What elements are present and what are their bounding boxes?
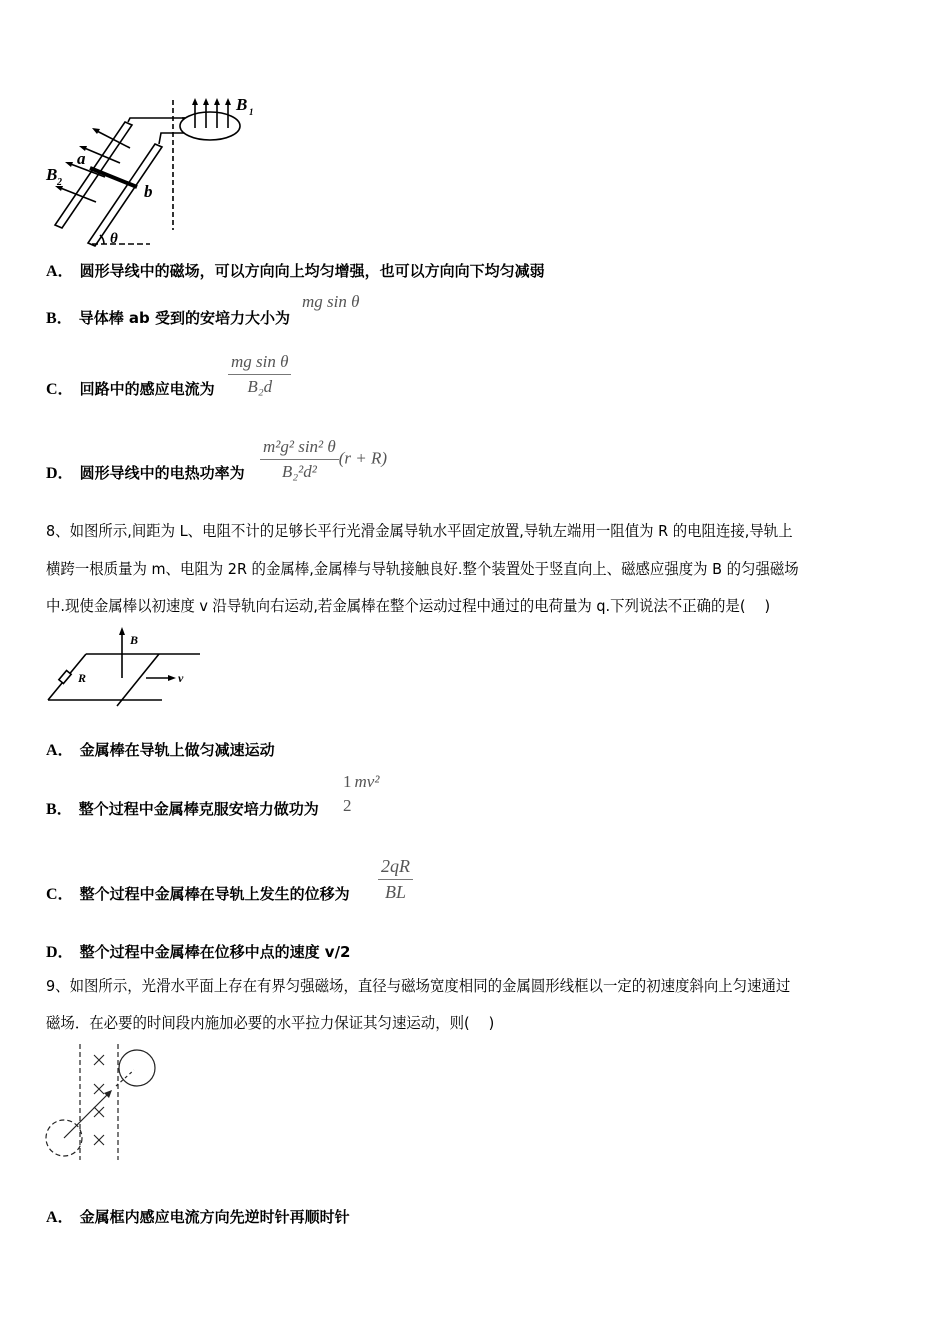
q8-option-a[interactable] xyxy=(46,740,275,761)
formula-tail: (r + R) xyxy=(338,448,388,468)
q9-figure-magnetic-field xyxy=(42,1042,162,1167)
option-text: 圆形导线中的磁场，可以方向向上均匀增强，也可以方向向下均匀减弱 xyxy=(79,262,545,280)
q7-option-d[interactable] xyxy=(46,463,245,484)
q8-stem-line-3: 中.现使金属棒以初速度 v 沿导轨向右运动,若金属棒在整个运动过程中通过的电荷量为 q.下列说法不正确的是( ) xyxy=(46,597,771,615)
option-text: 整个过程中金属棒克服安培力做功为 xyxy=(78,800,319,818)
option-letter: B． xyxy=(46,801,73,818)
label-b1: B xyxy=(236,95,248,114)
option-text: 金属棒在导轨上做匀减速运动 xyxy=(79,741,275,759)
q7-figure-inclined-rails xyxy=(40,90,280,250)
q7-b-formula: mg sin θ xyxy=(302,292,360,311)
denominator: BL xyxy=(384,882,406,902)
q8-option-d[interactable] xyxy=(46,942,350,963)
q8-b-formula xyxy=(340,772,379,816)
option-letter: D． xyxy=(46,465,74,482)
option-letter: A． xyxy=(46,742,74,759)
numerator: 1 xyxy=(343,772,352,791)
label-b2-sub: 2 xyxy=(57,177,62,188)
denominator: 2 xyxy=(343,796,352,815)
q7-d-formula xyxy=(260,437,387,482)
q8-option-b[interactable] xyxy=(46,799,319,820)
option-text: 导体棒 ab 受到的安培力大小为 xyxy=(78,309,290,327)
option-text: 整个过程中金属棒在位移中点的速度 v/2 xyxy=(79,943,351,961)
numerator: 2qR xyxy=(378,856,413,880)
q7-option-c[interactable] xyxy=(46,379,215,400)
q8-figure-rails xyxy=(44,624,214,709)
q8-stem-line-1: 8、如图所示,间距为 L、电阻不计的足够长平行光滑金属导轨水平固定放置,导轨左端用一阻值为 R 的电阻连接,导轨上 xyxy=(46,522,793,540)
q8-c-formula xyxy=(378,856,413,903)
option-letter: A． xyxy=(46,263,74,280)
label-b: b xyxy=(144,182,153,201)
option-text: 整个过程中金属棒在导轨上发生的位移为 xyxy=(79,885,350,903)
option-letter: C． xyxy=(46,886,74,903)
q9-option-a[interactable] xyxy=(46,1207,350,1228)
label-b2: B xyxy=(46,165,58,184)
option-text: 圆形导线中的电热功率为 xyxy=(79,464,245,482)
label-b1-sub: 1 xyxy=(249,107,254,117)
label-v: v xyxy=(178,671,184,685)
numerator: mg sin θ xyxy=(228,352,291,375)
label-b: B xyxy=(130,633,139,647)
q9-stem-line-2: 磁场．在必要的时间段内施加必要的水平拉力保证其匀速运动，则( ) xyxy=(46,1014,495,1032)
label-a: a xyxy=(77,149,86,168)
numerator: m²g² sin² θ xyxy=(260,437,339,460)
q8-stem-line-2: 横跨一根质量为 m、电阻为 2R 的金属棒,金属棒与导轨接触良好.整个装置处于竖直向上、磁感应强度为 B 的匀强磁场 xyxy=(46,560,799,578)
q8-option-c[interactable] xyxy=(46,884,350,905)
option-letter: D． xyxy=(46,944,74,961)
option-letter: B． xyxy=(46,310,73,327)
formula-tail: mv² xyxy=(354,772,380,791)
option-letter: A． xyxy=(46,1209,74,1226)
option-letter: C． xyxy=(46,381,74,398)
label-theta: θ xyxy=(110,231,118,247)
q7-option-b[interactable] xyxy=(46,308,290,329)
denominator: B₂²d² xyxy=(281,462,317,481)
option-text: 金属框内感应电流方向先逆时针再顺时针 xyxy=(79,1208,350,1226)
option-text: 回路中的感应电流为 xyxy=(79,380,215,398)
denominator: B₂d xyxy=(247,377,273,396)
q9-stem-line-1: 9、如图所示，光滑水平面上存在有界匀强磁场，直径与磁场宽度相同的金属圆形线框以一定的初速度斜向上匀速通过 xyxy=(46,977,791,995)
label-r: R xyxy=(78,671,87,685)
q7-c-formula xyxy=(228,352,291,397)
q7-option-a[interactable] xyxy=(46,261,545,282)
